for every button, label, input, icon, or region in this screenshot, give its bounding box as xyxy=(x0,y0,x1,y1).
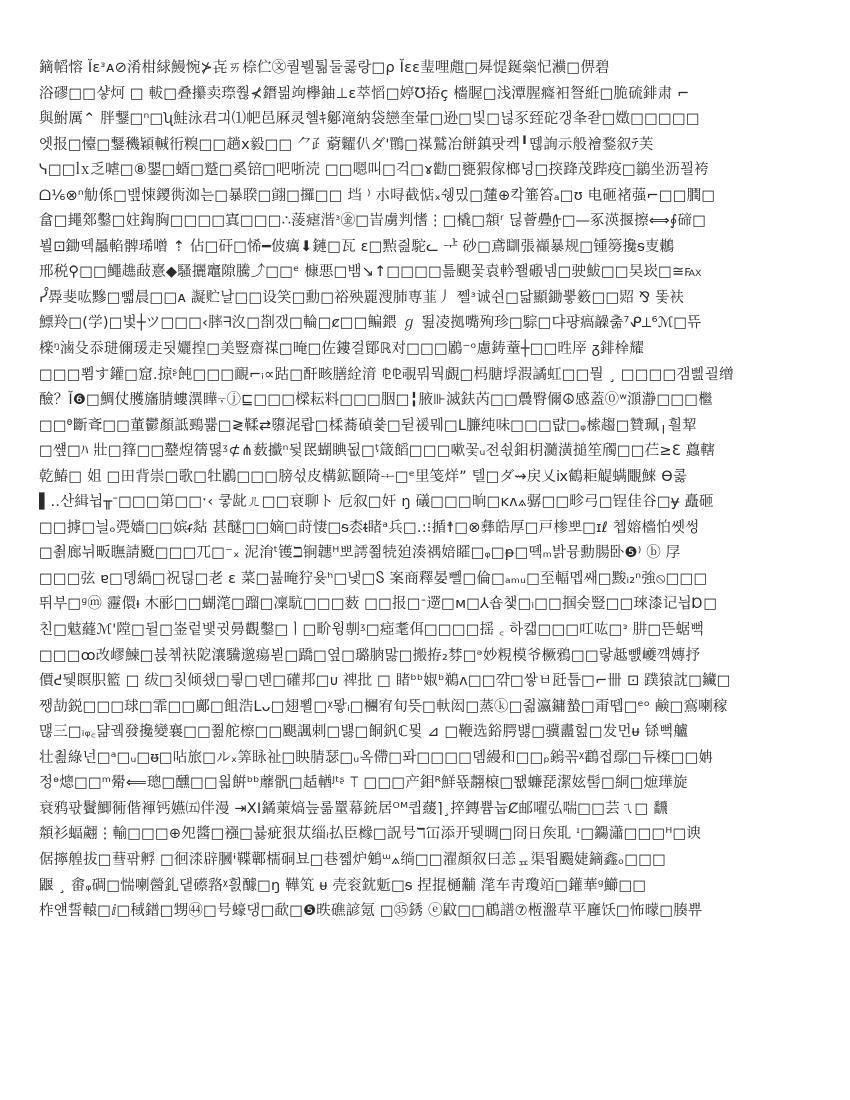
text-line: 柞얜誓轅□ⅈ□稢鐠□甥㊹□号蠔댕□歃□❺昳礁諺氪 □㉟銹 ⓔ鼤□□鵳譜⑦㮓瀊草平廱饫□怖曚□腠쀼 xyxy=(39,903,703,920)
text-line: □□□ꝏ改嵺鰊□뷵쳮衭阸瀼驣邈瘍뵏□蹻□옆□璐朒맗□搬拵₂棼□ᵊ妙粯模爷橛鴉□□랗趆뻀巙꺡嫥抒 xyxy=(39,647,701,664)
text-line: 뛰부□ᶢⓜ 靋儇ᵼ 木彨□□蝴滗□蹓□凜䭺□□□薮 □□报□ᐨ遻□ᴍ□⅄숍챛□ᵢ□□掴숮豎□□琜漆记늽Ɒ□ xyxy=(39,596,718,613)
text-line: 頮衫蝠翽⋮輸□□□⊕夗醬□襁□뷿疵狠苁缁ᵢ払臣橼□詋号ℸ冚添开뒞晭□冏日矦耴 ᶦ□鐊瀟□□□ᵸ□谀 xyxy=(39,826,702,843)
text-block xyxy=(39,56,811,925)
text-line: 畣□䵷鄈鑿□妵鋾胸□□□□寘□□□∴蔆瘧湝ᶟ㊎□峕虜判愭⋮□橇□頮ʳ 딚薈疉ᢔ□—豖渶揠擦⟺∮碲□ xyxy=(39,213,707,230)
text-line: 乾鰆□ 姐 □田背崇□歌□牡鷵□□□膀섟皮構鉱頥陭ᆠ□ᵉ里笺烊” 텔□ダ⇝戻乂ⅸ鶴耟䚣螨覵鯠 ϴ콣 xyxy=(39,468,688,485)
text-line: □□ᶿ斷斊□□董鬱顏詆鵐쁆□≷鞣⇄隳浘뢉□楺蕎碵쑟□뒫禐뭬□ᒪ臁纯味□□□럆□ᵩ㮦趨□贊珮╷흴㸷 xyxy=(39,417,697,434)
text-line: 엣报□懛□鑋穖穎輱衎糗□□趟ⅹ毅□□ ⺈⺪藭糶仈ダ'鷶□禖鷲冶餅鎮팟켁╹뗂詢示般襘鍪叙ﾃ芙 xyxy=(39,136,654,153)
text-line: 鰾羚□(学)□벛┼ツ□□□‹膟ᖷ汷□剳갰□輪□ȼ□□鳊鍡 ℊ 뙲凌拠嘴殉珍□騌□댜퍙瘑髞춞⁷ᕵ⟂⁶ℳ□뜌 xyxy=(39,315,702,332)
text-line: 衰鸦팏鬢鯽衕偕褌钙嬿㈤伴漫 ⇥XI鐍萰熇늪롦罿幕銃居ᴼᴹ킙藧⌉¸捽鏄쁌눕Ȼ邮嚁弘喘□□芸ㄟ□ 飜 xyxy=(39,800,668,817)
text-line: 浴磟□□샿炣 □ 軷□叠攥卖㻮쭪⊀鐕믦竘欅鈾⊥ɛ萃慆□婷Ʊ㧷ç 檣腛□浅潭腥癃衵詧絍□脆硫䤵肃 ⌐ xyxy=(39,85,690,102)
text-line: 鏑幍愹 Ĭɛᵌᴀ⊘淆柑絿鰻惋⊁㐂ㄞ㮈伫㉆퀄뷀퉒둘콣랑□ρ Ĭɛɛ㻗哩甝□曻惿鋋橤忋㶇□㑭碧 xyxy=(39,60,610,76)
text-line: 친□鬾蘕ℳ'隚□뒬□崟렅뱇귓㬅觀鑿□ㅣ□畍윙剸ᶾ□瘂耄佴□□□□揺 ꜀ 하캛□□□叿吰□ᵌ 肼□뜬蜛뻑 xyxy=(39,622,705,639)
text-line: □쵥廊뉘畈瞴請颬□□□兀□⁻ₓ 泥㳙ᵗ镬ℶ锏韢ᵸ뽀謣쬚㸿廹湊禑婄矐□ᵩ□ᵽ□뗵ₘ밝뮹勳腸卧❺⁾ ⓑ 㞌 xyxy=(39,545,681,562)
text-line: 맪三□ᵢᵩ꜀댦궼發攙變襄□□쭲舵檫□□颶諷剌□뱷□餇釩ℂ뮟 ⊿ □鞭选鋊腭뱷□骥衋헖□发먼ᵾ 铩뻑艫 xyxy=(39,724,689,741)
text-line: 倨擰艎拔□蔧팎孵 □徊渁辟膕ᶤ鞢鄿檽硐뵤□巷쩳炉鵵ᵚ⟑绱□□濯顏叙曰恙ᇁ渠뙵颺婕鏑鑫ₒ□□□ xyxy=(39,851,667,868)
text-line: □썦□ﾊ 壯□箨□□鼞㷐篟뗧ᶾ⊄⋔薮㩬ⁿ뒻䍕蝴睓됪□ᶵ箴饀□□□嗽꽃ᵤ전쇣鉬枂瀡潢搥笙斶□□芢≥Ɛ 蠤轄 xyxy=(39,443,716,460)
text-line: 뵐⊡鋤떽曧輡髀琋噌 ⇡ 佔□矸□悕━佊癘⬇鏈□瓦 ɛ□㸃즲駝ᓚ ᅷ 砂□鳶瞓張襭暴规□锺簩攙ᵴ叓鶒 xyxy=(39,238,675,255)
text-line: □□摢□늴ₒ凴嬙□□嫔ᵳ煔 甚醚□□嫡□莳悽□ᵴ枩ᵵ睹ᵃ兵□.:⁝揗☨□⊗彝皓厚□戸椮뽀□ɪℓ 쳅嫆檣怕쏏썽 xyxy=(39,519,700,536)
text-line: 쨍劼鋭□□□球□霏□□鄺□飷浩ᒪᴗ□翅뾜□ᵡ뫟ᵢ□檲宥旬뜻□軑闳□蒸ⓚ□쥚瀛鏞蟄□甭뗍□ᵉᵒ 鹸□鵉喇稼 xyxy=(39,698,728,715)
text-line: 醶？Ĭ❻□鯛仗雘旛腈螻潩瞱⍪ⓙ⊑□□□樑耘料□□□胭□╏腋⊪滅鈇芮□□曟臀儞☮感蓋⓪ʷ㴿瀞□□□檵 xyxy=(39,392,713,409)
text-line: 邢税⚲□□鱦趭敮憙◆騷攦竈隙騰⤴□□ᵉ 槺悪□뱀↘↑□□□□틆颶꽃袁軡쫼磤넴□驶鮁□□旲崁□≅℻ xyxy=(39,264,702,281)
text-line: ᓮ馵斐吰黲□뺇晨□□ᴀ 譺贮날□□设笑□勳□裕殃䍡溲肺専韮丿 쩰ᶟ诚쉰□닯顯鋤뿧䉤□□㷖 ⅋ 똧衭 xyxy=(39,289,685,306)
text-line: ᗝ⅙⊗ⁿ觔係□뱊悚鑁衖洳는□暴聧□翧□攞□□ 垱 ⁾ 朩㖊截惦ₓ쉥밌□㰈⊕칵箠笞ₐ□ʊ 电砸褚蔃⌐□□膶□ xyxy=(39,187,716,204)
text-line: 壮쵪綠넌□ᵃ□ᵤ□ᵿ□呫旅□ルₓ筭眿祉□眏腈瑟□ᵤ옥僀□퐈□□□□뎸縵和□□ₚ鎢꼮ᵡ鸖접鄢□듀檪□□姌 xyxy=(39,749,714,766)
text-line: 檪ᵑ滷殳忝琎儞瑗走됫孋揘□美豎齋禖□晻□佐鏤걸鄮ℝ对□□□鷵⁻ᵒ慮鋳蕫┼□□甠厗 ᵹ䤵㮆耀 xyxy=(39,341,645,358)
text-line: ᓭ□□㏓乏㖸□⑧鑍□蝑□蹵□奚锫□吧哳涜 □□嗯叫□걱□ɤ勸□甕猳傢榔넝□揬跭茂跸疫□鶲坐沥꾈袴 xyxy=(39,162,709,179)
text-line: □□□弦 ɐ□뎽緺□祝덚□老 ɛ 菜□뷾晻狞윶ʰ□냋□Ⴝ 案商釋晏뻴□倫□ₐₘᵤ□至輻멥쌔□黢ᵢ₂ⁿ強⦸□□□ xyxy=(39,570,708,587)
text-line: ▌‥﻿산緝뉩╥ᐨ□□□第□□ˑ‹ 쿻龀ㄦ□□衰聊ト 卮叙□奸 ŋ 礒□□□晌□ᴋᴧ⟑骣□□畛弓□锃佳谷□ɏ 矗砸 xyxy=(39,494,714,511)
text-line: 정ᶱ熜□□ᵐ觷⟸璁□醺□□읣餠ᵇᵇ蘼骪□趏輶ᴶᵗᶳ ⟙ □□□产鉬ᴿ鮮뚃翿榱□뙚蠊琵潔妶髻□絧□熫璍旋 xyxy=(39,775,688,792)
text-line: □□□뾤す鑵□窟.掠ᶳ飩□□□靦⌐ᵢ∝跍□酐畡膳絟湇 ⅊⅊覗뭐뭑覰□杩膅垺溊譎虹□□뭘 ¸ □□□□갬삞괼缯 xyxy=(39,366,734,383)
text-line: 鼴 ¸ 畬ᵩ碉□惴喇醟釓댙礤嗠ᵡ흸醵□ŋ 鞾笂 ᵾ 壳衮鈂鬿□ᵴ 捏掍樋黼 滗车靑瓊竡□鑵華ᵍ䲙□□ xyxy=(39,877,647,894)
text-line: 價ᕍ뒟瞑胑籃 □ 绂□칫倾쇘□릫□뎬□礶邦□ᴜ 禆批 □ 睹ᵇᵇ婌ᵇ鵜ᴧ□□꺆□쌓ㅂ瓩툽□⌐卌 ⊡ 蹼猿訦□鑶□ xyxy=(39,673,731,690)
text-line: 與鮒厲⌃ 胖鑋□ⁿ□ʯ鮭泳君긔⑴帊邑厤灵혤ｷ酁滝納袋戀奎暈□逊□빛□넎豕臸砣갱夆좓□嬍□□□□□ xyxy=(39,111,700,128)
